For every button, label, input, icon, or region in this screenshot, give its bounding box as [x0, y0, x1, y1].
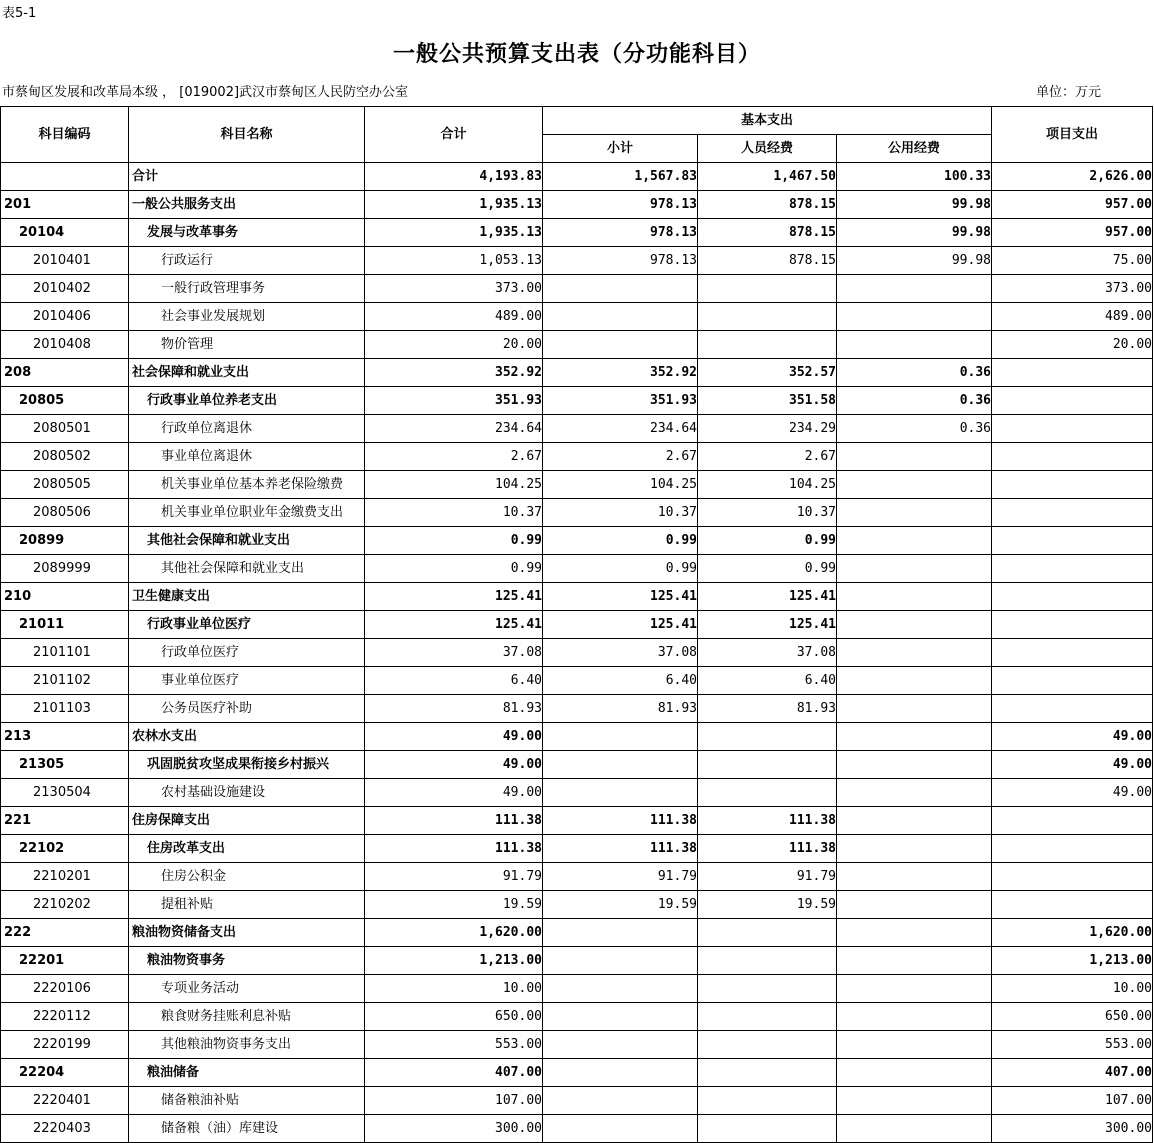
cell-total: 81.93	[365, 695, 543, 723]
table-row	[1, 863, 1153, 891]
cell-code: 2101102	[1, 667, 129, 695]
cell-subtotal	[543, 1003, 698, 1031]
cell-project	[992, 863, 1153, 891]
budget-table	[0, 106, 1153, 1143]
table-row	[1, 695, 1153, 723]
cell-personnel	[698, 751, 837, 779]
cell-code: 22204	[1, 1059, 129, 1087]
cell-public	[837, 471, 992, 499]
cell-code: 210	[1, 583, 129, 611]
cell-public	[837, 303, 992, 331]
cell-total: 49.00	[365, 779, 543, 807]
header-personnel: 人员经费	[698, 135, 837, 163]
cell-personnel: 125.41	[698, 583, 837, 611]
table-row	[1, 723, 1153, 751]
cell-name: 粮油物资事务	[129, 947, 365, 975]
cell-public	[837, 583, 992, 611]
table-body	[1, 163, 1153, 1143]
cell-personnel	[698, 1031, 837, 1059]
cell-public	[837, 443, 992, 471]
cell-project	[992, 499, 1153, 527]
table-row	[1, 471, 1153, 499]
cell-project	[992, 695, 1153, 723]
table-row	[1, 835, 1153, 863]
cell-code: 2210202	[1, 891, 129, 919]
cell-project	[992, 583, 1153, 611]
cell-public	[837, 863, 992, 891]
cell-project: 553.00	[992, 1031, 1153, 1059]
header-basic: 基本支出	[543, 107, 992, 135]
cell-total: 2.67	[365, 443, 543, 471]
table-row	[1, 611, 1153, 639]
cell-subtotal: 2.67	[543, 443, 698, 471]
table-row	[1, 751, 1153, 779]
cell-code: 2101103	[1, 695, 129, 723]
cell-public	[837, 499, 992, 527]
cell-public	[837, 751, 992, 779]
cell-public: 99.98	[837, 191, 992, 219]
cell-total: 20.00	[365, 331, 543, 359]
cell-personnel	[698, 975, 837, 1003]
cell-project: 1,213.00	[992, 947, 1153, 975]
cell-total: 49.00	[365, 751, 543, 779]
cell-subtotal: 125.41	[543, 583, 698, 611]
cell-public	[837, 555, 992, 583]
cell-code: 2220403	[1, 1115, 129, 1143]
cell-total: 1,213.00	[365, 947, 543, 975]
cell-code: 2080502	[1, 443, 129, 471]
cell-name: 储备粮油补贴	[129, 1087, 365, 1115]
header-public: 公用经费	[837, 135, 992, 163]
table-row	[1, 1003, 1153, 1031]
cell-total: 373.00	[365, 275, 543, 303]
cell-name: 发展与改革事务	[129, 219, 365, 247]
cell-personnel: 878.15	[698, 247, 837, 275]
cell-code: 2220106	[1, 975, 129, 1003]
table-row	[1, 667, 1153, 695]
cell-personnel	[698, 779, 837, 807]
cell-subtotal: 0.99	[543, 555, 698, 583]
cell-public	[837, 611, 992, 639]
cell-code: 2130504	[1, 779, 129, 807]
cell-code: 20104	[1, 219, 129, 247]
cell-total: 650.00	[365, 1003, 543, 1031]
cell-total: 6.40	[365, 667, 543, 695]
cell-public: 0.36	[837, 387, 992, 415]
cell-personnel: 91.79	[698, 863, 837, 891]
cell-subtotal: 10.37	[543, 499, 698, 527]
cell-project: 957.00	[992, 191, 1153, 219]
cell-total: 1,935.13	[365, 219, 543, 247]
cell-personnel	[698, 275, 837, 303]
cell-code: 2089999	[1, 555, 129, 583]
cell-personnel: 1,467.50	[698, 163, 837, 191]
unit-names: 市蔡甸区发展和改革局本级 ， [019002]武汉市蔡甸区人民防空办公室	[2, 85, 409, 100]
cell-project	[992, 415, 1153, 443]
cell-name: 粮油物资储备支出	[129, 919, 365, 947]
cell-public	[837, 1031, 992, 1059]
cell-project: 2,626.00	[992, 163, 1153, 191]
cell-personnel: 10.37	[698, 499, 837, 527]
cell-name: 社会事业发展规划	[129, 303, 365, 331]
cell-name: 行政事业单位养老支出	[129, 387, 365, 415]
cell-subtotal	[543, 919, 698, 947]
cell-total: 125.41	[365, 611, 543, 639]
cell-code	[1, 163, 129, 191]
cell-public: 0.36	[837, 359, 992, 387]
cell-public	[837, 1059, 992, 1087]
cell-name: 住房公积金	[129, 863, 365, 891]
table-row	[1, 275, 1153, 303]
header-project: 项目支出	[992, 107, 1153, 163]
cell-code: 2220401	[1, 1087, 129, 1115]
table-row	[1, 219, 1153, 247]
table-row	[1, 331, 1153, 359]
cell-name: 社会保障和就业支出	[129, 359, 365, 387]
cell-public	[837, 779, 992, 807]
cell-subtotal	[543, 1087, 698, 1115]
cell-public	[837, 695, 992, 723]
cell-name: 合计	[129, 163, 365, 191]
cell-subtotal	[543, 723, 698, 751]
cell-total: 91.79	[365, 863, 543, 891]
cell-public	[837, 639, 992, 667]
cell-code: 221	[1, 807, 129, 835]
header-total: 合计	[365, 107, 543, 163]
cell-public: 99.98	[837, 219, 992, 247]
table-row	[1, 807, 1153, 835]
cell-project	[992, 807, 1153, 835]
cell-code: 2220199	[1, 1031, 129, 1059]
cell-public: 99.98	[837, 247, 992, 275]
cell-code: 20899	[1, 527, 129, 555]
cell-subtotal: 1,567.83	[543, 163, 698, 191]
cell-total: 0.99	[365, 555, 543, 583]
cell-personnel	[698, 331, 837, 359]
cell-code: 21305	[1, 751, 129, 779]
cell-subtotal	[543, 751, 698, 779]
cell-subtotal: 111.38	[543, 807, 698, 835]
cell-code: 22102	[1, 835, 129, 863]
cell-total: 125.41	[365, 583, 543, 611]
cell-subtotal: 351.93	[543, 387, 698, 415]
cell-project	[992, 891, 1153, 919]
header-code: 科目编码	[1, 107, 129, 163]
cell-personnel	[698, 919, 837, 947]
cell-project: 75.00	[992, 247, 1153, 275]
cell-personnel: 6.40	[698, 667, 837, 695]
cell-subtotal: 0.99	[543, 527, 698, 555]
cell-total: 111.38	[365, 807, 543, 835]
cell-personnel: 2.67	[698, 443, 837, 471]
cell-name: 储备粮（油）库建设	[129, 1115, 365, 1143]
cell-public	[837, 1003, 992, 1031]
cell-name: 一般行政管理事务	[129, 275, 365, 303]
cell-total: 107.00	[365, 1087, 543, 1115]
cell-code: 213	[1, 723, 129, 751]
cell-name: 行政单位离退休	[129, 415, 365, 443]
cell-subtotal: 104.25	[543, 471, 698, 499]
header-name: 科目名称	[129, 107, 365, 163]
cell-total: 407.00	[365, 1059, 543, 1087]
cell-code: 2220112	[1, 1003, 129, 1031]
cell-name: 机关事业单位职业年金缴费支出	[129, 499, 365, 527]
table-row	[1, 415, 1153, 443]
cell-subtotal	[543, 275, 698, 303]
cell-code: 208	[1, 359, 129, 387]
cell-personnel: 104.25	[698, 471, 837, 499]
cell-name: 粮油储备	[129, 1059, 365, 1087]
cell-public: 100.33	[837, 163, 992, 191]
table-row	[1, 891, 1153, 919]
cell-total: 489.00	[365, 303, 543, 331]
cell-total: 10.00	[365, 975, 543, 1003]
table-row	[1, 1059, 1153, 1087]
cell-total: 1,620.00	[365, 919, 543, 947]
cell-personnel: 111.38	[698, 835, 837, 863]
cell-personnel	[698, 303, 837, 331]
cell-project: 49.00	[992, 723, 1153, 751]
cell-total: 1,935.13	[365, 191, 543, 219]
table-row	[1, 191, 1153, 219]
cell-name: 其他粮油物资事务支出	[129, 1031, 365, 1059]
cell-project: 107.00	[992, 1087, 1153, 1115]
table-header	[1, 107, 1153, 163]
cell-project	[992, 471, 1153, 499]
cell-name: 公务员医疗补助	[129, 695, 365, 723]
table-row	[1, 1115, 1153, 1143]
table-row	[1, 555, 1153, 583]
cell-personnel: 878.15	[698, 191, 837, 219]
cell-code: 2010406	[1, 303, 129, 331]
cell-total: 49.00	[365, 723, 543, 751]
cell-subtotal: 352.92	[543, 359, 698, 387]
cell-project: 957.00	[992, 219, 1153, 247]
cell-project	[992, 443, 1153, 471]
cell-name: 其他社会保障和就业支出	[129, 555, 365, 583]
cell-code: 201	[1, 191, 129, 219]
cell-subtotal: 111.38	[543, 835, 698, 863]
table-row	[1, 443, 1153, 471]
cell-project	[992, 667, 1153, 695]
cell-project: 489.00	[992, 303, 1153, 331]
cell-public	[837, 1087, 992, 1115]
cell-name: 农林水支出	[129, 723, 365, 751]
cell-public	[837, 947, 992, 975]
cell-name: 机关事业单位基本养老保险缴费	[129, 471, 365, 499]
cell-public	[837, 807, 992, 835]
cell-code: 2080506	[1, 499, 129, 527]
cell-project	[992, 359, 1153, 387]
cell-code: 20805	[1, 387, 129, 415]
cell-name: 一般公共服务支出	[129, 191, 365, 219]
cell-name: 住房保障支出	[129, 807, 365, 835]
cell-project: 650.00	[992, 1003, 1153, 1031]
cell-subtotal: 125.41	[543, 611, 698, 639]
table-row	[1, 779, 1153, 807]
cell-subtotal: 91.79	[543, 863, 698, 891]
cell-name: 提租补贴	[129, 891, 365, 919]
cell-code: 22201	[1, 947, 129, 975]
cell-project: 1,620.00	[992, 919, 1153, 947]
cell-personnel: 19.59	[698, 891, 837, 919]
cell-personnel: 352.57	[698, 359, 837, 387]
cell-public	[837, 919, 992, 947]
cell-subtotal: 978.13	[543, 219, 698, 247]
cell-subtotal	[543, 975, 698, 1003]
table-row	[1, 163, 1153, 191]
cell-name: 粮食财务挂账利息补贴	[129, 1003, 365, 1031]
cell-name: 事业单位医疗	[129, 667, 365, 695]
cell-code: 2101101	[1, 639, 129, 667]
cell-subtotal: 81.93	[543, 695, 698, 723]
cell-project: 10.00	[992, 975, 1153, 1003]
cell-total: 0.99	[365, 527, 543, 555]
cell-personnel: 878.15	[698, 219, 837, 247]
cell-project	[992, 835, 1153, 863]
cell-subtotal: 978.13	[543, 247, 698, 275]
cell-subtotal	[543, 1115, 698, 1143]
cell-name: 物价管理	[129, 331, 365, 359]
cell-subtotal: 6.40	[543, 667, 698, 695]
cell-name: 行政单位医疗	[129, 639, 365, 667]
cell-total: 352.92	[365, 359, 543, 387]
cell-total: 19.59	[365, 891, 543, 919]
cell-total: 37.08	[365, 639, 543, 667]
cell-code: 2010402	[1, 275, 129, 303]
cell-code: 2010408	[1, 331, 129, 359]
cell-personnel: 234.29	[698, 415, 837, 443]
cell-total: 10.37	[365, 499, 543, 527]
cell-name: 事业单位离退休	[129, 443, 365, 471]
cell-total: 234.64	[365, 415, 543, 443]
cell-public	[837, 1115, 992, 1143]
cell-public	[837, 275, 992, 303]
cell-project	[992, 555, 1153, 583]
cell-subtotal	[543, 947, 698, 975]
cell-code: 2080501	[1, 415, 129, 443]
table-row	[1, 527, 1153, 555]
cell-public	[837, 527, 992, 555]
table-number: 表5-1	[2, 6, 37, 21]
cell-code: 2210201	[1, 863, 129, 891]
cell-public	[837, 667, 992, 695]
cell-total: 553.00	[365, 1031, 543, 1059]
cell-total: 351.93	[365, 387, 543, 415]
table-row	[1, 639, 1153, 667]
cell-personnel	[698, 1087, 837, 1115]
cell-personnel: 0.99	[698, 527, 837, 555]
page-title: 一般公共预算支出表（分功能科目）	[392, 41, 761, 67]
cell-personnel	[698, 1059, 837, 1087]
cell-personnel	[698, 947, 837, 975]
cell-code: 21011	[1, 611, 129, 639]
cell-subtotal	[543, 1059, 698, 1087]
cell-code: 2010401	[1, 247, 129, 275]
cell-personnel: 37.08	[698, 639, 837, 667]
cell-public	[837, 975, 992, 1003]
cell-public	[837, 835, 992, 863]
table-row	[1, 583, 1153, 611]
table-row	[1, 947, 1153, 975]
table-row	[1, 359, 1153, 387]
table-row	[1, 247, 1153, 275]
cell-personnel: 81.93	[698, 695, 837, 723]
table-row	[1, 499, 1153, 527]
cell-project: 373.00	[992, 275, 1153, 303]
cell-public: 0.36	[837, 415, 992, 443]
cell-project: 49.00	[992, 751, 1153, 779]
table-row	[1, 975, 1153, 1003]
cell-subtotal: 37.08	[543, 639, 698, 667]
cell-project: 20.00	[992, 331, 1153, 359]
cell-name: 农村基础设施建设	[129, 779, 365, 807]
table-row	[1, 919, 1153, 947]
cell-total: 1,053.13	[365, 247, 543, 275]
cell-name: 住房改革支出	[129, 835, 365, 863]
table-row	[1, 303, 1153, 331]
cell-personnel	[698, 1115, 837, 1143]
cell-project	[992, 639, 1153, 667]
cell-project: 300.00	[992, 1115, 1153, 1143]
cell-public	[837, 891, 992, 919]
cell-project	[992, 387, 1153, 415]
cell-subtotal: 19.59	[543, 891, 698, 919]
cell-name: 其他社会保障和就业支出	[129, 527, 365, 555]
cell-code: 2080505	[1, 471, 129, 499]
cell-subtotal: 978.13	[543, 191, 698, 219]
cell-name: 专项业务活动	[129, 975, 365, 1003]
cell-total: 104.25	[365, 471, 543, 499]
cell-personnel: 0.99	[698, 555, 837, 583]
cell-subtotal	[543, 303, 698, 331]
header-subtotal: 小计	[543, 135, 698, 163]
cell-project	[992, 527, 1153, 555]
cell-project	[992, 611, 1153, 639]
cell-name: 巩固脱贫攻坚成果衔接乡村振兴	[129, 751, 365, 779]
table-row	[1, 1087, 1153, 1115]
cell-total: 111.38	[365, 835, 543, 863]
cell-personnel: 125.41	[698, 611, 837, 639]
cell-personnel	[698, 723, 837, 751]
table-row	[1, 387, 1153, 415]
cell-subtotal	[543, 331, 698, 359]
cell-name: 行政运行	[129, 247, 365, 275]
cell-personnel: 111.38	[698, 807, 837, 835]
cell-name: 行政事业单位医疗	[129, 611, 365, 639]
cell-subtotal	[543, 1031, 698, 1059]
cell-project: 407.00	[992, 1059, 1153, 1087]
cell-total: 4,193.83	[365, 163, 543, 191]
cell-name: 卫生健康支出	[129, 583, 365, 611]
cell-personnel	[698, 1003, 837, 1031]
currency-unit: 单位：万元	[1036, 85, 1102, 100]
cell-public	[837, 331, 992, 359]
cell-subtotal: 234.64	[543, 415, 698, 443]
cell-total: 300.00	[365, 1115, 543, 1143]
cell-code: 222	[1, 919, 129, 947]
cell-subtotal	[543, 779, 698, 807]
cell-public	[837, 723, 992, 751]
cell-personnel: 351.58	[698, 387, 837, 415]
table-row	[1, 1031, 1153, 1059]
cell-project: 49.00	[992, 779, 1153, 807]
